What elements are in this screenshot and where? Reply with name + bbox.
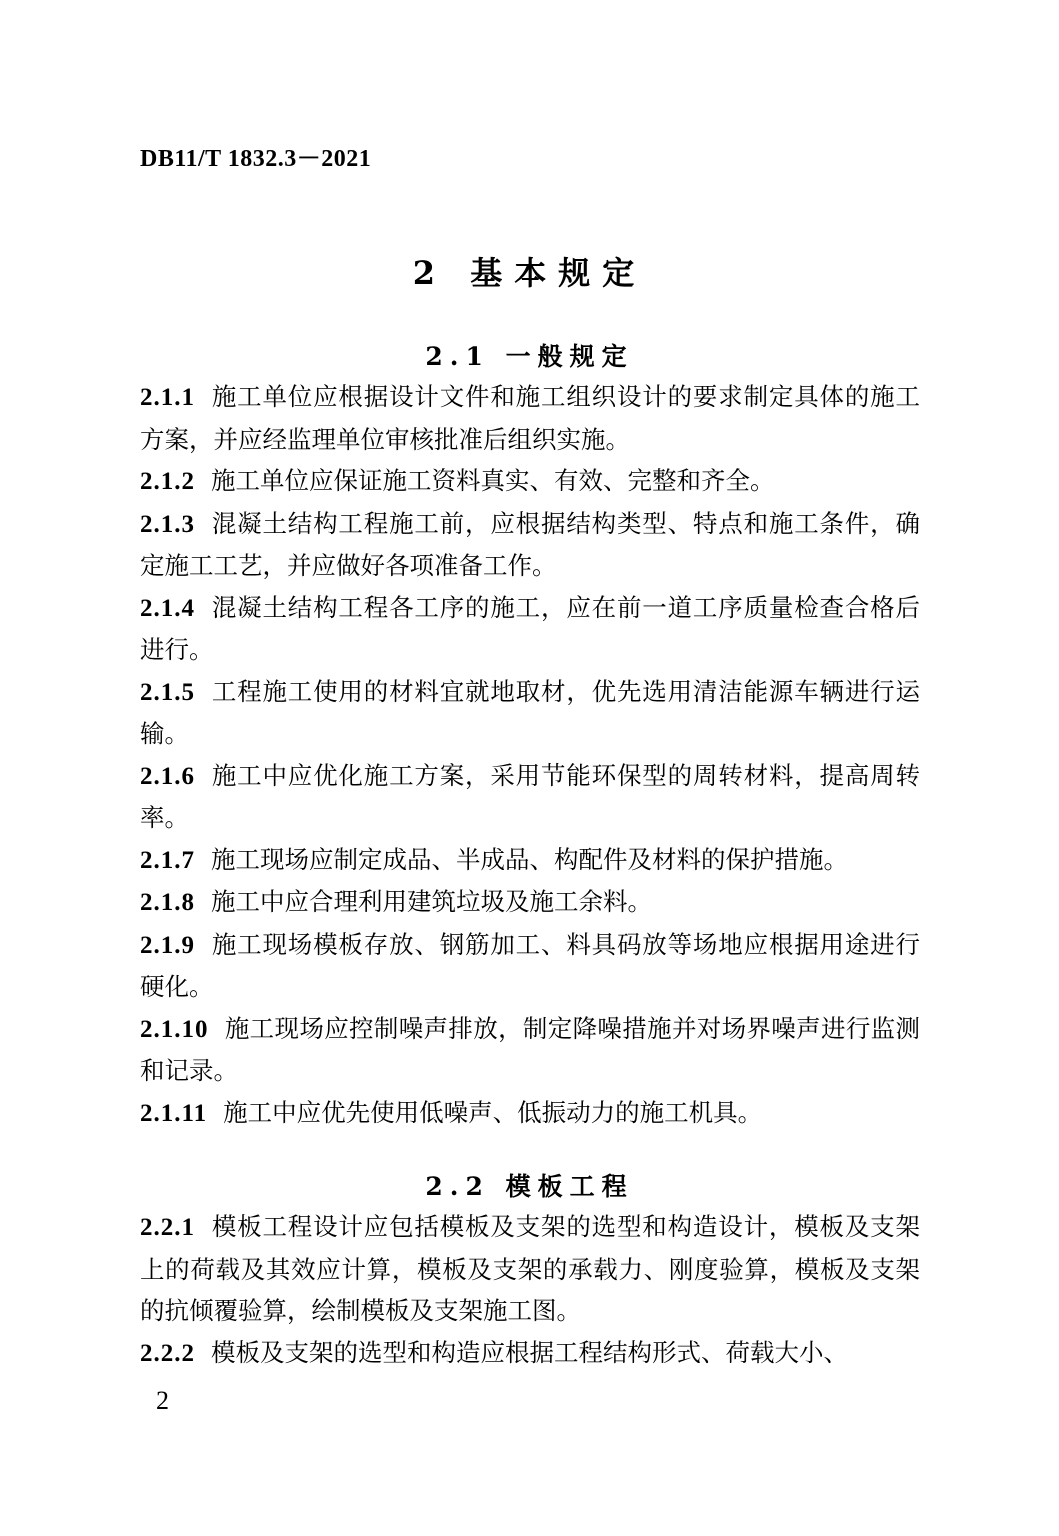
clause-2-1-2 <box>140 460 920 503</box>
clause-number: 2.1.8 <box>140 889 195 916</box>
clause-2-1-6 <box>140 755 920 839</box>
clause-2-1-4 <box>140 587 920 671</box>
clause-text: 施工现场模板存放、钢筋加工、料具码放等场地应根据用途进行硬化。 <box>140 929 920 1001</box>
clause-number: 2.1.11 <box>140 1099 208 1127</box>
clause-number: 2.1.4 <box>140 594 195 622</box>
clause-text: 施工中应优化施工方案，采用节能环保型的周转材料，提高周转率。 <box>140 760 920 832</box>
clause-text: 施工单位应根据设计文件和施工组织设计的要求制定具体的施工方案，并应经监理单位审核批准后组织实施。 <box>140 382 920 454</box>
clause-number: 2.1.3 <box>140 510 195 538</box>
clause-2-1-1 <box>140 376 920 460</box>
clause-text: 施工中应合理利用建筑垃圾及施工余料。 <box>211 887 652 916</box>
clause-number: 2.1.10 <box>140 1015 209 1043</box>
document-code: DB11/T 1832.3－2021 <box>140 146 372 172</box>
clause-number: 2.1.9 <box>140 931 195 959</box>
clause-2-1-8 <box>140 881 920 924</box>
page-number: 2 <box>156 1386 169 1415</box>
section-title-2-2: 2.2 模板工程 <box>425 1172 634 1201</box>
clause-2-1-11 <box>140 1092 920 1135</box>
clause-text: 施工中应优先使用低噪声、低振动力的施工机具。 <box>223 1097 763 1127</box>
clause-2-1-7 <box>140 839 920 882</box>
clause-2-2-1 <box>140 1206 920 1332</box>
clause-2-1-9 <box>140 924 920 1008</box>
clause-2-1-5 <box>140 671 920 755</box>
section-2-1-body <box>140 376 920 1134</box>
clause-number: 2.1.6 <box>140 762 195 790</box>
clause-number: 2.2.1 <box>140 1214 195 1241</box>
clause-2-2-2 <box>140 1332 920 1375</box>
clause-number: 2.1.1 <box>140 384 195 411</box>
clause-number: 2.1.7 <box>140 846 195 874</box>
clause-text: 工程施工使用的材料宜就地取材，优先选用清洁能源车辆进行运输。 <box>140 676 920 748</box>
clause-text: 施工单位应保证施工资料真实、有效、完整和齐全。 <box>211 466 775 495</box>
section-title-2-1: 2.1 一般规定 <box>425 342 634 371</box>
clause-number: 2.1.2 <box>140 468 195 495</box>
clause-text: 模板及支架的选型和构造应根据工程结构形式、荷载大小、 <box>211 1337 848 1367</box>
chapter-title: 2 基本规定 <box>412 254 647 292</box>
clause-text: 模板工程设计应包括模板及支架的选型和构造设计，模板及支架上的荷载及其效应计算，模板及支架的承载力、刚度验算，模板及支架的抗倾覆验算，绘制模板及支架施工图。 <box>140 1212 920 1325</box>
clause-text: 施工现场应制定成品、半成品、构配件及材料的保护措施。 <box>211 844 848 874</box>
clause-2-1-3 <box>140 503 920 587</box>
section-2-2-body <box>140 1206 920 1374</box>
clause-text: 施工现场应控制噪声排放，制定降噪措施并对场界噪声进行监测和记录。 <box>140 1013 920 1085</box>
clause-number: 2.1.5 <box>140 678 195 706</box>
clause-number: 2.2.2 <box>140 1339 195 1367</box>
clause-text: 混凝土结构工程各工序的施工，应在前一道工序质量检查合格后进行。 <box>140 592 920 664</box>
clause-text: 混凝土结构工程施工前，应根据结构类型、特点和施工条件，确定施工工艺，并应做好各项准备工作。 <box>140 508 920 580</box>
clause-2-1-10 <box>140 1008 920 1092</box>
